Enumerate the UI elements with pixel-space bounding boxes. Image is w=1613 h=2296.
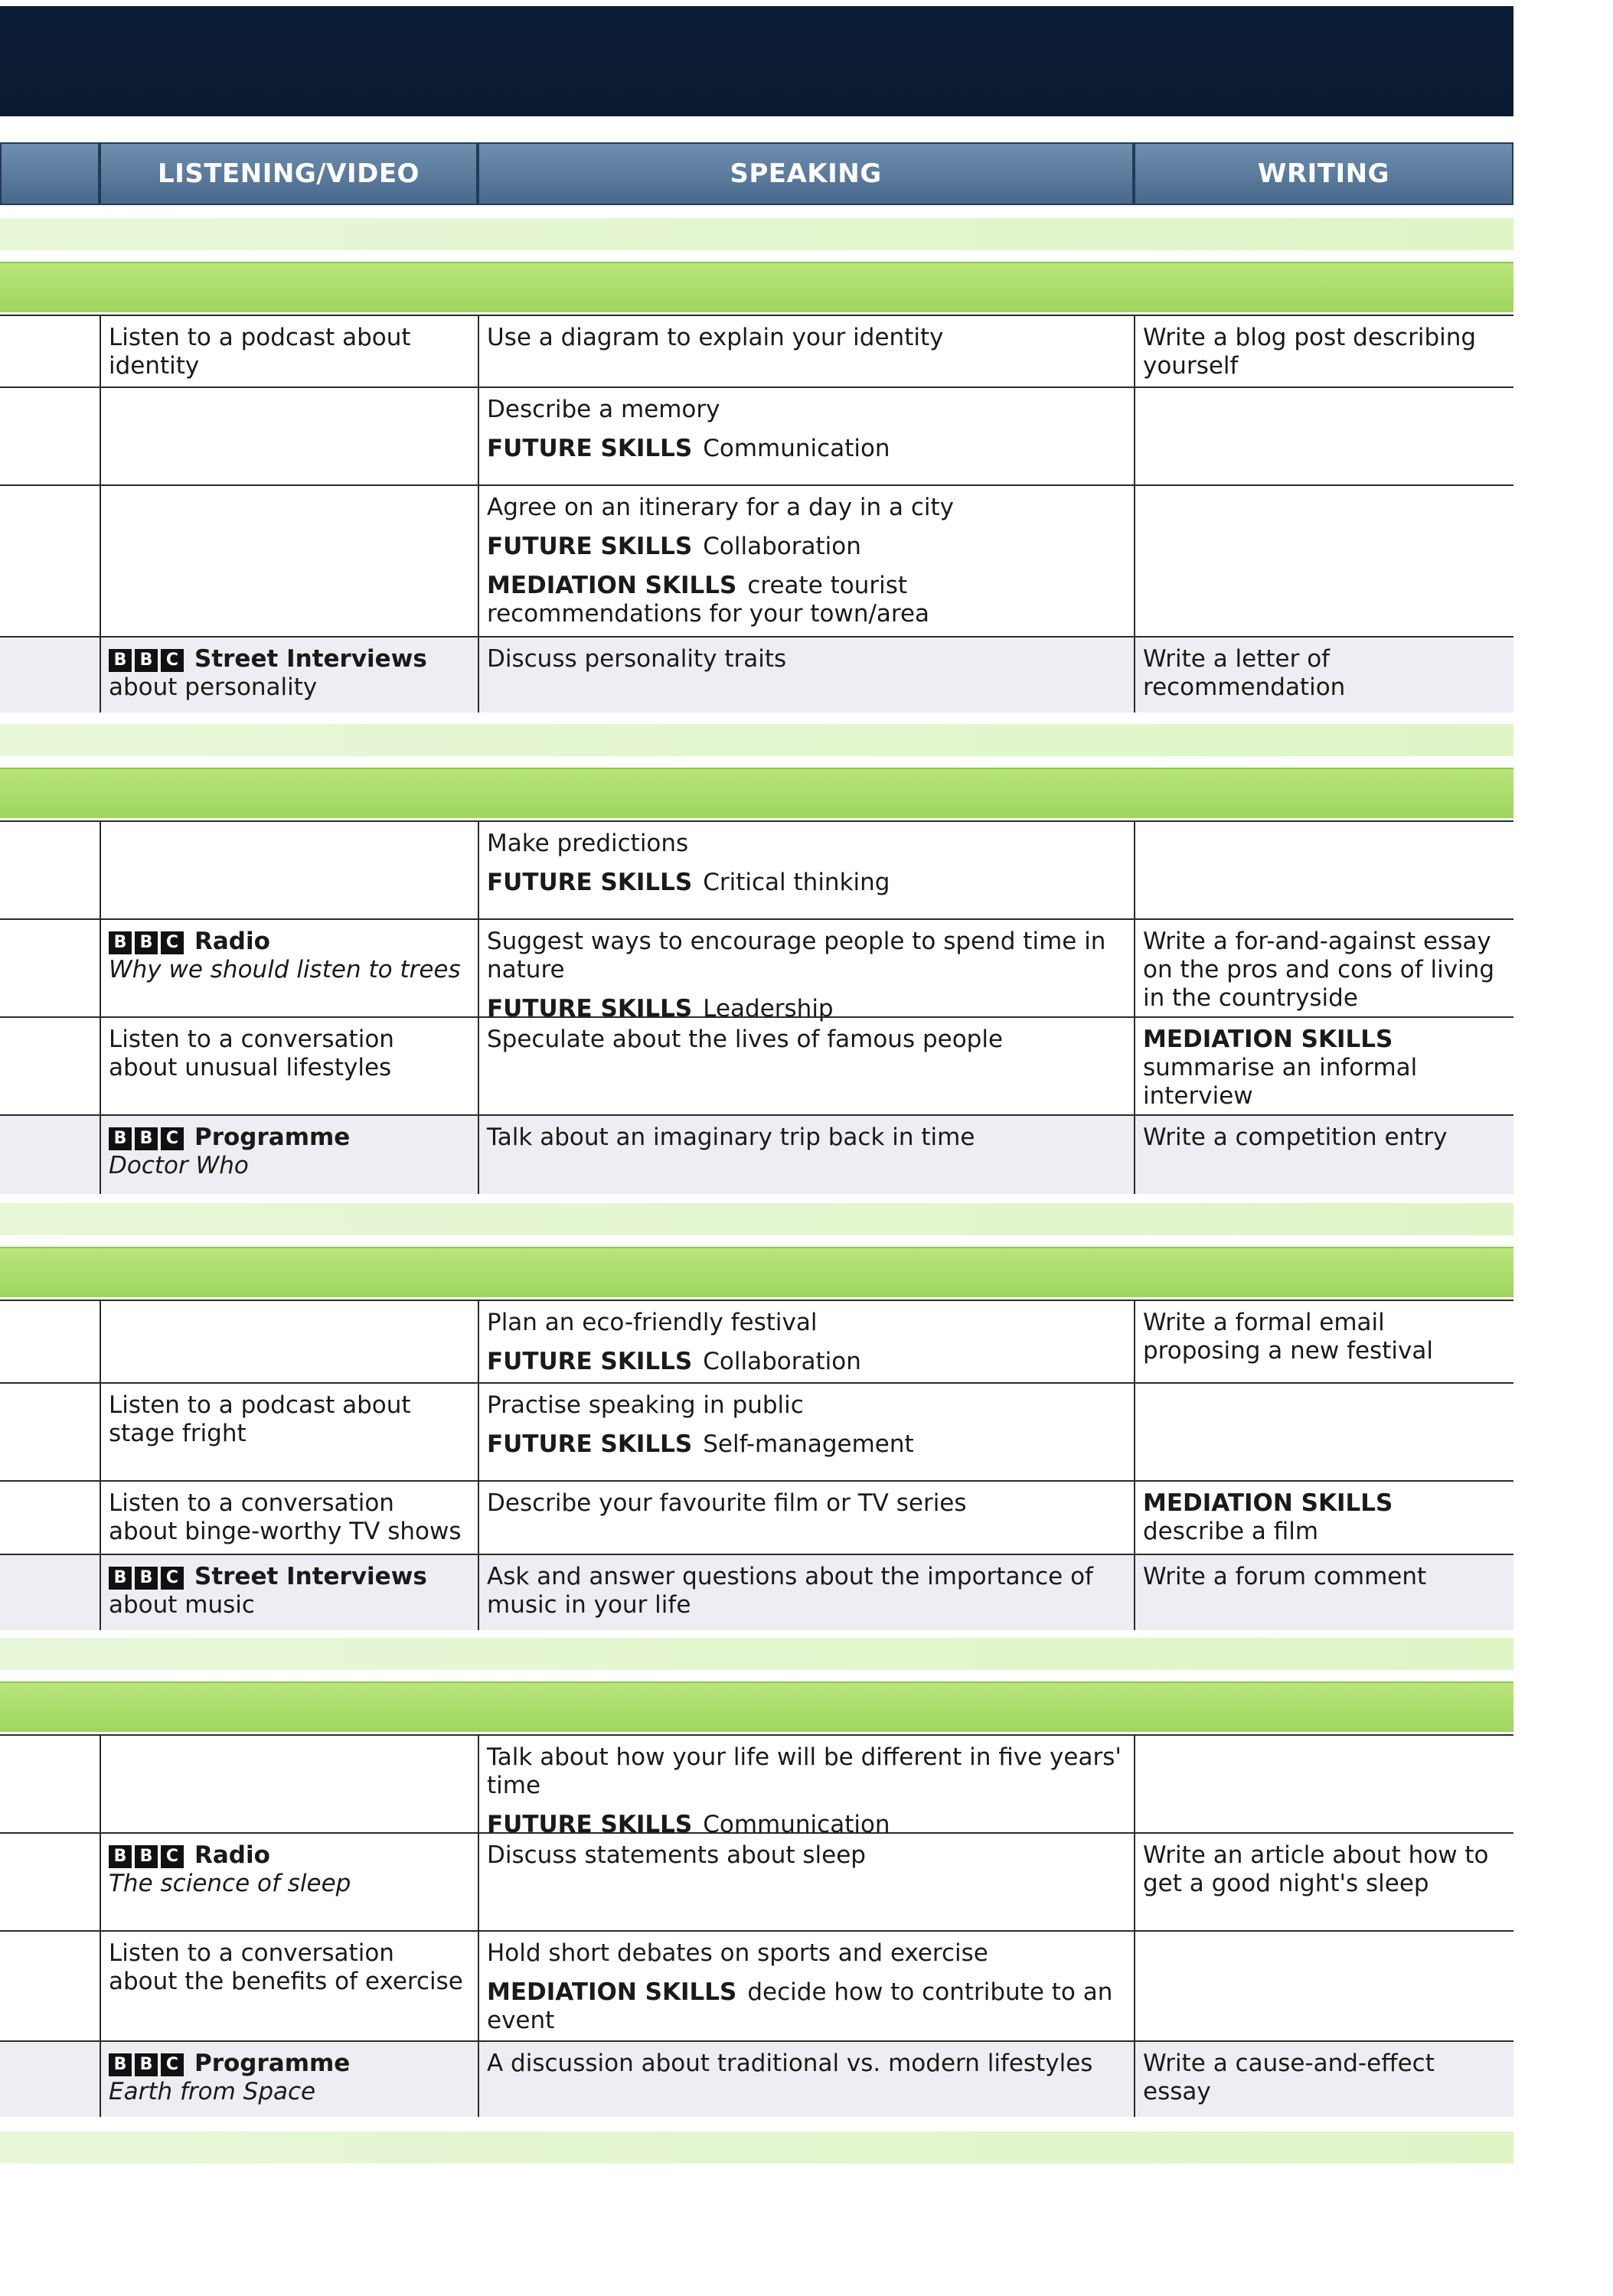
writing-text: Write a competition entry	[1143, 1124, 1448, 1151]
lesson-number-cell	[0, 1116, 100, 1194]
writing-cell	[1134, 1834, 1513, 1930]
bbc-logo-letter: B	[135, 931, 158, 954]
writing-cell	[1134, 388, 1513, 484]
speaking-cell	[478, 486, 1134, 636]
bbc-segment-subtitle: Why we should listen to trees	[109, 956, 461, 983]
table-row	[0, 2040, 1513, 2117]
speaking-cell	[478, 638, 1134, 713]
bbc-logo-letter: B	[109, 649, 132, 672]
lesson-number-cell	[0, 1555, 100, 1630]
bbc-logo-letter: C	[161, 2053, 184, 2076]
speaking-text: Discuss statements about sleep	[487, 1841, 866, 1869]
writing-cell	[1134, 1736, 1513, 1832]
lesson-number-cell	[0, 1482, 100, 1554]
bbc-segment-subtitle: The science of sleep	[109, 1870, 351, 1897]
speaking-cell	[478, 1932, 1134, 2040]
bbc-logo-letter: B	[109, 931, 132, 954]
bbc-segment-subtitle: about personality	[109, 673, 318, 701]
speaking-text: Collaboration	[703, 1348, 861, 1375]
speaking-line	[487, 533, 1126, 561]
speaking-line	[487, 645, 1126, 673]
bbc-logo-icon	[109, 1127, 184, 1150]
listening-cell	[100, 486, 478, 636]
bbc-segment-subtitle: about music	[109, 1591, 255, 1619]
table-row	[0, 1930, 1513, 2040]
bbc-logo-letter: C	[161, 931, 184, 954]
speaking-text: Suggest ways to encourage people to spend time in nature	[487, 928, 1106, 983]
bbc-logo-icon	[109, 649, 184, 672]
section-spacer-band	[0, 2131, 1513, 2164]
speaking-line	[487, 869, 1126, 897]
writing-cell	[1134, 1301, 1513, 1382]
bbc-logo-letter: C	[161, 1127, 184, 1150]
speaking-cell	[478, 1384, 1134, 1480]
speaking-line	[487, 928, 1126, 984]
listening-text: Listen to a conversation about binge-worthy TV shows	[109, 1489, 462, 1545]
column-header-speaking: SPEAKING	[478, 142, 1134, 205]
speaking-cell	[478, 316, 1134, 386]
speaking-cell	[478, 1736, 1134, 1838]
listening-cell	[100, 1482, 478, 1554]
unit-header-band	[0, 1681, 1513, 1732]
writing-cell	[1134, 1555, 1513, 1630]
listening-cell	[100, 1834, 478, 1930]
bbc-segment-title: Street Interviews	[194, 645, 427, 673]
listening-cell	[100, 388, 478, 484]
writing-cell	[1134, 822, 1513, 918]
speaking-line	[487, 1978, 1126, 2035]
speaking-cell	[478, 920, 1134, 1022]
skills-label: FUTURE SKILLS	[487, 533, 693, 560]
bbc-logo-letter: B	[109, 2053, 132, 2076]
writing-cell	[1134, 486, 1513, 636]
lesson-number-cell	[0, 1301, 100, 1382]
listening-cell	[100, 1555, 478, 1630]
speaking-text: Collaboration	[703, 533, 861, 560]
speaking-line	[487, 324, 1126, 352]
speaking-line	[487, 830, 1126, 858]
writing-text: summarise an informal interview	[1143, 1054, 1418, 1110]
bbc-logo-letter: B	[135, 1127, 158, 1150]
speaking-cell	[478, 1301, 1134, 1382]
listening-cell	[100, 1301, 478, 1382]
speaking-text: Use a diagram to explain your identity	[487, 324, 944, 351]
lesson-number-cell	[0, 920, 100, 1016]
speaking-text: Discuss personality traits	[487, 645, 787, 673]
bbc-logo-icon	[109, 2053, 184, 2076]
speaking-text: Self-management	[703, 1430, 914, 1458]
speaking-cell	[478, 388, 1134, 484]
speaking-line	[487, 1563, 1126, 1619]
listening-cell	[100, 1018, 478, 1114]
writing-cell	[1134, 1116, 1513, 1194]
bbc-logo-letter: B	[135, 1845, 158, 1868]
mediation-skills-label: MEDIATION SKILLS	[1143, 1489, 1393, 1517]
speaking-cell	[478, 822, 1134, 918]
top-banner	[0, 6, 1513, 116]
writing-text: Write an article about how to get a good night's sleep	[1143, 1841, 1489, 1897]
bbc-logo-icon	[109, 931, 184, 954]
speaking-text: A discussion about traditional vs. modern lifestyles	[487, 2050, 1093, 2077]
bbc-heading	[109, 2050, 470, 2078]
speaking-line	[487, 1391, 1126, 1420]
listening-cell	[100, 316, 478, 386]
bbc-logo-letter: B	[109, 1567, 132, 1590]
mediation-skills-label: MEDIATION SKILLS	[1143, 1026, 1393, 1053]
speaking-cell	[478, 2042, 1134, 2117]
bbc-heading	[109, 1563, 470, 1591]
speaking-line	[487, 494, 1126, 522]
bbc-segment-title: Radio	[194, 1841, 270, 1869]
speaking-line	[487, 1430, 1126, 1459]
listening-text: Listen to a conversation about unusual lifestyles	[109, 1026, 394, 1081]
lesson-number-cell	[0, 1834, 100, 1930]
table-row	[0, 386, 1513, 484]
writing-text: Write a for-and-against essay on the pros and cons of living in the countryside	[1143, 928, 1494, 1012]
unit-header-band	[0, 768, 1513, 818]
bbc-heading	[109, 1841, 470, 1870]
writing-text: Write a letter of recommendation	[1143, 645, 1346, 701]
table-row	[0, 1114, 1513, 1194]
column-header-listening: LISTENING/VIDEO	[100, 142, 478, 205]
bbc-segment-subtitle: Earth from Space	[109, 2078, 316, 2105]
writing-cell	[1134, 1482, 1513, 1554]
unit-header-band	[0, 1247, 1513, 1297]
bbc-segment-title: Street Interviews	[194, 1563, 427, 1590]
writing-cell	[1134, 316, 1513, 386]
speaking-line	[487, 1348, 1126, 1376]
speaking-line	[487, 1026, 1126, 1054]
table-row	[0, 1480, 1513, 1554]
speaking-line	[487, 1841, 1126, 1870]
speaking-text: Talk about how your life will be different in five years' time	[487, 1743, 1122, 1799]
writing-cell	[1134, 1384, 1513, 1480]
speaking-line	[487, 1309, 1126, 1337]
skills-label: MEDIATION SKILLS	[487, 1978, 737, 2006]
speaking-line	[487, 572, 1126, 628]
bbc-logo-letter: B	[135, 649, 158, 672]
writing-cell	[1134, 1932, 1513, 2040]
speaking-text: Describe a memory	[487, 396, 720, 423]
speaking-line	[487, 1489, 1126, 1518]
speaking-line	[487, 1743, 1126, 1800]
writing-text: Write a cause-and-effect essay	[1143, 2050, 1435, 2105]
lesson-number-cell	[0, 1736, 100, 1832]
table-row	[0, 636, 1513, 713]
lesson-number-cell	[0, 822, 100, 918]
table-row	[0, 1016, 1513, 1114]
writing-text: Write a forum comment	[1143, 1563, 1427, 1590]
listening-cell	[100, 1932, 478, 2040]
lesson-number-cell	[0, 2042, 100, 2117]
column-header-writing: WRITING	[1134, 142, 1513, 205]
lesson-number-cell	[0, 638, 100, 713]
speaking-text: Practise speaking in public	[487, 1391, 804, 1419]
section-spacer-band	[0, 1203, 1513, 1235]
lesson-number-cell	[0, 316, 100, 386]
speaking-text: Describe your favourite film or TV series	[487, 1489, 967, 1517]
bbc-heading	[109, 1124, 470, 1152]
speaking-text: Leadership	[703, 995, 834, 1022]
speaking-text: Plan an eco-friendly festival	[487, 1309, 818, 1336]
writing-cell	[1134, 638, 1513, 713]
listening-cell	[100, 822, 478, 918]
listening-cell	[100, 638, 478, 713]
writing-cell	[1134, 2042, 1513, 2117]
listening-cell	[100, 1116, 478, 1194]
bbc-logo-letter: C	[161, 1845, 184, 1868]
table-row	[0, 1734, 1513, 1838]
section-spacer-band	[0, 724, 1513, 756]
bbc-segment-subtitle: Doctor Who	[109, 1152, 249, 1179]
speaking-text: Communication	[703, 435, 890, 462]
speaking-text: Speculate about the lives of famous people	[487, 1026, 1004, 1053]
bbc-logo-letter: C	[161, 1567, 184, 1590]
skills-label: FUTURE SKILLS	[487, 869, 693, 896]
speaking-text: Critical thinking	[703, 869, 890, 896]
section-spacer-band	[0, 1638, 1513, 1670]
lesson-number-cell	[0, 1384, 100, 1480]
speaking-text: Hold short debates on sports and exercise	[487, 1939, 988, 1967]
listening-cell	[100, 2042, 478, 2117]
table-row	[0, 820, 1513, 918]
listening-cell	[100, 920, 478, 1016]
speaking-text: Communication	[703, 1811, 890, 1838]
skills-label: FUTURE SKILLS	[487, 1811, 693, 1838]
table-row	[0, 1832, 1513, 1930]
bbc-logo-letter: C	[161, 649, 184, 672]
listening-cell	[100, 1736, 478, 1832]
table-row	[0, 484, 1513, 636]
skills-label: FUTURE SKILLS	[487, 1348, 693, 1375]
table-row	[0, 1300, 1513, 1382]
skills-label: MEDIATION SKILLS	[487, 572, 737, 599]
skills-label: FUTURE SKILLS	[487, 435, 693, 462]
speaking-text: Talk about an imaginary trip back in time	[487, 1124, 975, 1151]
writing-cell	[1134, 920, 1513, 1016]
listening-text: Listen to a podcast about identity	[109, 324, 411, 380]
table-row	[0, 1554, 1513, 1630]
bbc-segment-title: Radio	[194, 928, 270, 955]
bbc-logo-letter: B	[109, 1845, 132, 1868]
lesson-number-cell	[0, 1018, 100, 1114]
speaking-line	[487, 396, 1126, 424]
speaking-cell	[478, 1116, 1134, 1194]
speaking-line	[487, 435, 1126, 463]
speaking-text: Agree on an itinerary for a day in a city	[487, 494, 955, 521]
speaking-line	[487, 1939, 1126, 1968]
column-header-stub	[0, 142, 100, 205]
bbc-logo-letter: B	[135, 1567, 158, 1590]
table-row	[0, 315, 1513, 386]
speaking-text: decide how to contribute to an event	[487, 1978, 1113, 2034]
speaking-text: Make predictions	[487, 830, 689, 857]
table-row	[0, 918, 1513, 1022]
speaking-cell	[478, 1555, 1134, 1630]
speaking-text: Ask and answer questions about the importance of music in your life	[487, 1563, 1093, 1619]
bbc-segment-title: Programme	[194, 1124, 351, 1151]
speaking-text: create tourist recommendations for your town/area	[487, 572, 930, 628]
table-row	[0, 1382, 1513, 1480]
section-spacer-band	[0, 218, 1513, 250]
listening-text: Listen to a podcast about stage fright	[109, 1391, 411, 1447]
bbc-heading	[109, 645, 470, 673]
bbc-segment-title: Programme	[194, 2050, 351, 2077]
bbc-logo-letter: B	[109, 1127, 132, 1150]
unit-header-band	[0, 262, 1513, 312]
speaking-cell	[478, 1482, 1134, 1554]
bbc-logo-letter: B	[135, 2053, 158, 2076]
bbc-logo-icon	[109, 1845, 184, 1868]
listening-text: Listen to a conversation about the benefits of exercise	[109, 1939, 463, 1995]
bbc-logo-icon	[109, 1567, 184, 1590]
writing-cell	[1134, 1018, 1513, 1114]
speaking-line	[487, 2050, 1126, 2078]
lesson-number-cell	[0, 1932, 100, 2040]
writing-text: Write a blog post describing yourself	[1143, 324, 1477, 380]
lesson-number-cell	[0, 486, 100, 636]
bbc-heading	[109, 928, 470, 956]
skills-label: FUTURE SKILLS	[487, 995, 693, 1022]
listening-cell	[100, 1384, 478, 1480]
skills-label: FUTURE SKILLS	[487, 1430, 693, 1458]
speaking-cell	[478, 1018, 1134, 1114]
speaking-cell	[478, 1834, 1134, 1930]
speaking-line	[487, 1124, 1126, 1152]
lesson-number-cell	[0, 388, 100, 484]
writing-text: Write a formal email proposing a new festival	[1143, 1309, 1433, 1365]
writing-text: describe a film	[1143, 1518, 1319, 1545]
